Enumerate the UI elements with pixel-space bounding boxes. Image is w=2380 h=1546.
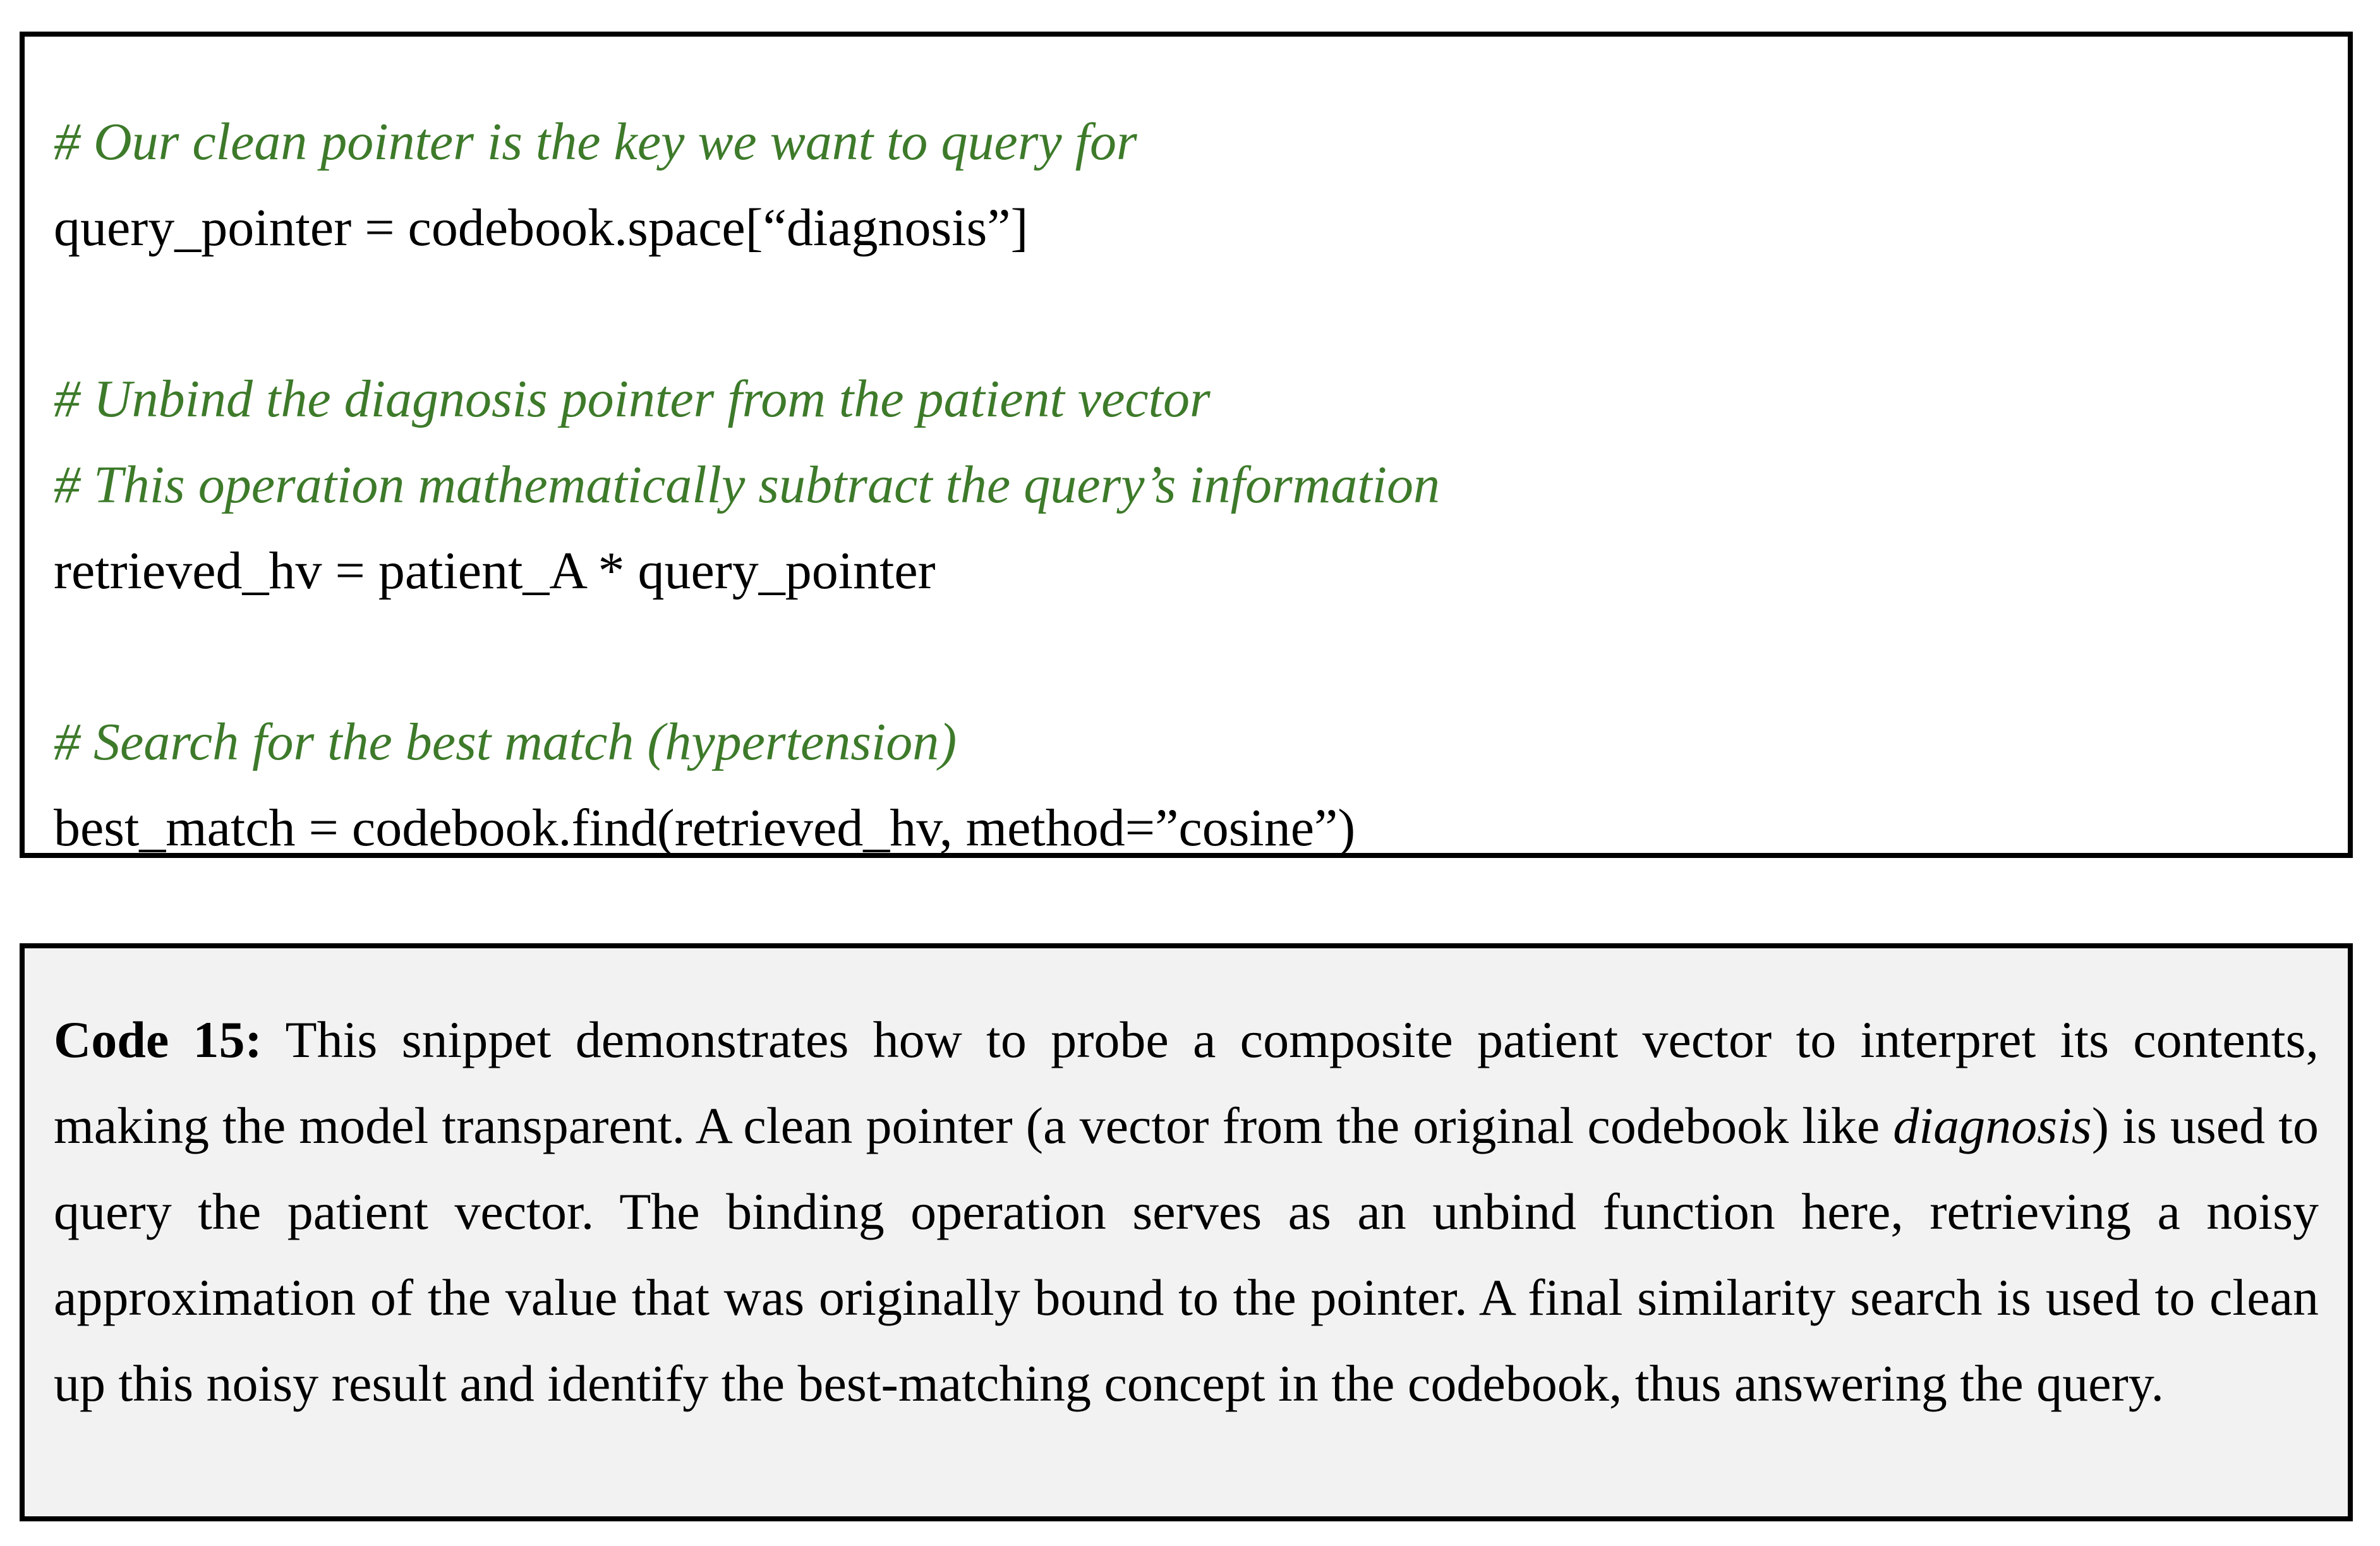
caption-emphasis: diagnosis <box>1893 1097 2092 1154</box>
caption-paragraph <box>54 997 2319 1427</box>
code-comment-query-key: # Our clean pointer is the key we want to query for <box>54 112 1137 171</box>
code-line-query-pointer: query_pointer = codebook.space[“diagnosis”] <box>54 198 1029 257</box>
code-listing <box>20 32 2353 858</box>
code-comment-unbind: # Unbind the diagnosis pointer from the patient vector <box>54 370 1211 428</box>
code-line-best-match: best_match = codebook.find(retrieved_hv, method=”cosine”) <box>54 799 1356 857</box>
code-comment-search: # Search for the best match (hypertension) <box>54 713 957 771</box>
caption-text-part-2: ) is used to query the patient vector. The binding operation serves as an unbind function here, retrieving a noisy approximation of the value that was originally bound to the pointer. A final similarity search is used to clean up this noisy result and identify the best-matching concept in the codebook, thus answering the query. <box>54 1097 2319 1412</box>
code-comment-subtract: # This operation mathematically subtract the query’s information <box>54 456 1441 514</box>
caption-text-part-1: This snippet demonstrates how to probe a composite patient vector to interpret its contents, making the model transparent. A clean pointer (a vector from the original codebook like <box>54 1011 2319 1154</box>
code-line-retrieved-hv: retrieved_hv = patient_A * query_pointer <box>54 541 936 600</box>
caption-label: Code 15: <box>54 1011 262 1068</box>
code-caption <box>20 943 2353 1521</box>
